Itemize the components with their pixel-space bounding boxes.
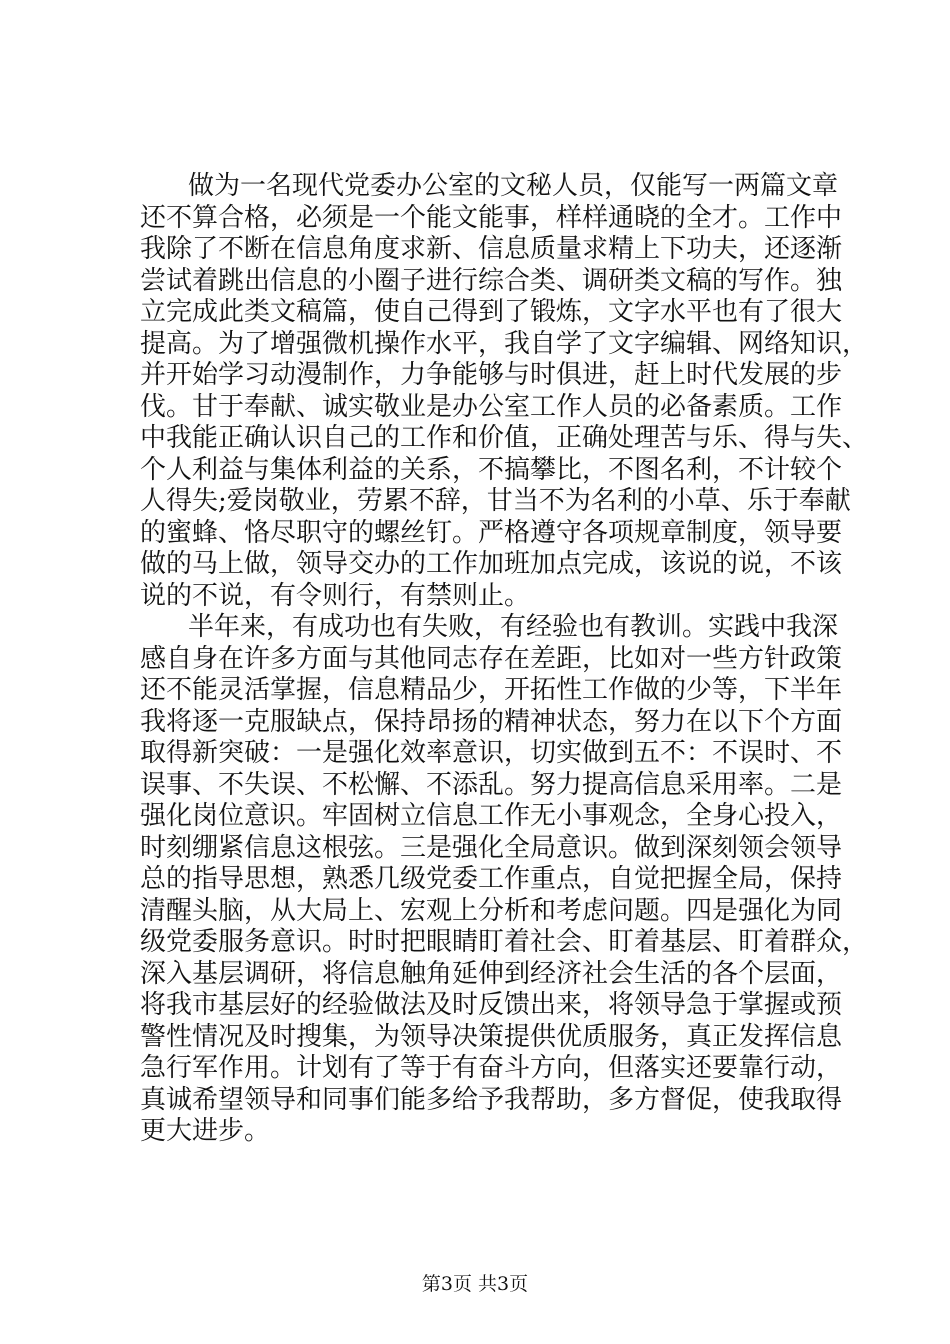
paragraph-line: 我将逐一克服缺点，保持昂扬的精神状态，努力在以下个方面	[140, 706, 843, 737]
paragraph-line: 并开始学习动漫制作，力争能够与时俱进，赶上时代发展的步	[140, 360, 843, 390]
paragraph-line: 急行军作用。计划有了等于有奋斗方向，但落实还要靠行动，	[140, 1053, 843, 1083]
paragraph-line: 清醒头脑，从大局上、宏观上分析和考虑问题。四是强化为同	[140, 895, 843, 926]
paragraph-line: 感自身在许多方面与其他同志存在差距，比如对一些方针政策	[140, 643, 843, 674]
paragraph-line: 半年来，有成功也有失败，有经验也有教训。实践中我深	[188, 612, 839, 642]
paragraph-line: 时刻绷紧信息这根弦。三是强化全局意识。做到深刻领会领导	[140, 832, 843, 863]
paragraph-line: 个人利益与集体利益的关系，不搞攀比，不图名利，不计较个	[140, 454, 843, 485]
paragraph-line: 取得新突破：一是强化效率意识，切实做到五不：不误时、不	[140, 738, 843, 768]
paragraph-line: 说的不说，有令则行，有禁则止。	[140, 580, 531, 611]
page-footer: 第3页 共3页	[421, 1273, 529, 1295]
paragraph-line: 总的指导思想，熟悉几级党委工作重点，自觉把握全局，保持	[140, 864, 843, 894]
paragraph-line: 深入基层调研，将信息触角延伸到经济社会生活的各个层面，	[140, 958, 843, 989]
paragraph-2	[140, 612, 869, 1148]
paragraph-1	[140, 171, 869, 612]
paragraph-line: 真诚希望领导和同事们能多给予我帮助，多方督促，使我取得	[140, 1084, 843, 1115]
paragraph-line: 伐。甘于奉献、诚实敬业是办公室工作人员的必备素质。工作	[140, 391, 843, 422]
paragraph-line: 中我能正确认识自己的工作和价值，正确处理苦与乐、得与失、	[140, 423, 869, 453]
paragraph-line: 尝试着跳出信息的小圈子进行综合类、调研类文稿的写作。独	[140, 265, 843, 296]
document-body	[140, 171, 869, 1148]
paragraph-line: 将我市基层好的经验做法及时反馈出来，将领导急于掌握或预	[140, 990, 843, 1020]
paragraph-line: 我除了不断在信息角度求新、信息质量求精上下功夫，还逐渐	[140, 234, 843, 264]
paragraph-line: 的蜜蜂、恪尽职守的螺丝钉。严格遵守各项规章制度，领导要	[140, 517, 843, 548]
paragraph-line: 做为一名现代党委办公室的文秘人员，仅能写一两篇文章	[188, 171, 839, 201]
paragraph-line: 提高。为了增强微机操作水平，我自学了文字编辑、网络知识，	[140, 328, 869, 359]
paragraph-line: 强化岗位意识。牢固树立信息工作无小事观念，全身心投入，	[140, 801, 843, 831]
paragraph-line: 立完成此类文稿篇，使自己得到了锻炼，文字水平也有了很大	[140, 297, 843, 327]
paragraph-line: 还不能灵活掌握，信息精品少，开拓性工作做的少等，下半年	[140, 675, 843, 705]
paragraph-line: 警性情况及时搜集，为领导决策提供优质服务，真正发挥信息	[140, 1021, 843, 1052]
paragraph-line: 更大进步。	[140, 1116, 271, 1146]
paragraph-line: 误事、不失误、不松懈、不添乱。努力提高信息采用率。二是	[140, 769, 843, 800]
paragraph-line: 做的马上做，领导交办的工作加班加点完成，该说的说，不该	[140, 549, 843, 579]
paragraph-line: 还不算合格，必须是一个能文能事，样样通晓的全才。工作中	[140, 202, 843, 233]
paragraph-line: 人得失;爱岗敬业，劳累不辞，甘当不为名利的小草、乐于奉献	[140, 486, 851, 516]
paragraph-line: 级党委服务意识。时时把眼睛盯着社会、盯着基层、盯着群众，	[140, 927, 869, 957]
